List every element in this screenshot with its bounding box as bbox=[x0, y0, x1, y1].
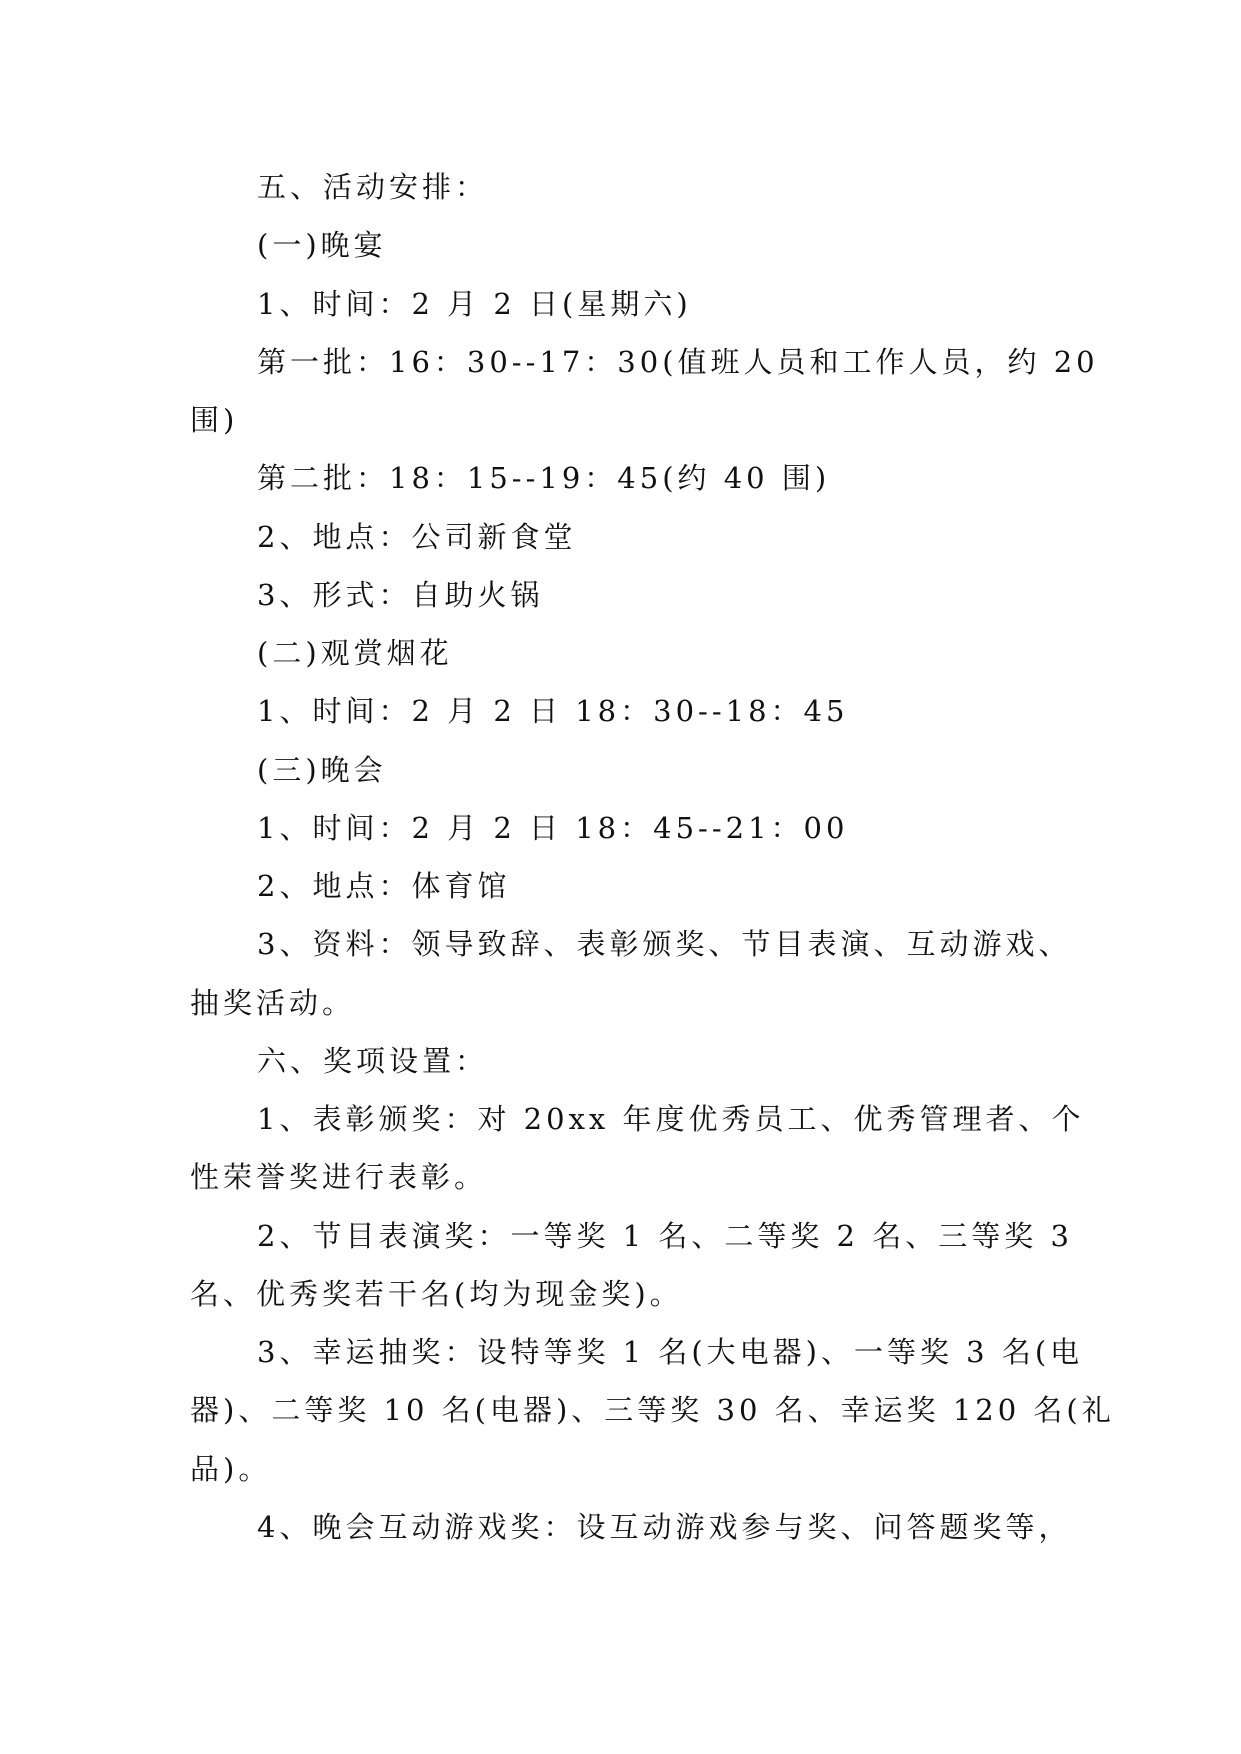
section-heading-line: 六、奖项设置： bbox=[257, 1043, 489, 1078]
paragraph-line: 1、时间：2 月 2 日 18：30--18：45 bbox=[257, 694, 849, 729]
paragraph bbox=[190, 508, 1054, 566]
paragraph bbox=[190, 449, 1054, 507]
paragraph-line: 1、表彰颁奖：对 20xx 年度优秀员工、优秀管理者、个 bbox=[257, 1102, 1085, 1136]
paragraph bbox=[190, 1498, 1072, 1556]
paragraph-line: 4、晚会互动游戏奖：设互动游戏参与奖、问答题奖等， bbox=[257, 1509, 1072, 1544]
paragraph-line: 围) bbox=[190, 403, 239, 437]
paragraph bbox=[190, 1323, 1115, 1498]
paragraph bbox=[190, 857, 1054, 915]
paragraph-line: 2、节目表演奖：一等奖 1 名、二等奖 2 名、三等奖 3 bbox=[257, 1218, 1073, 1253]
paragraph bbox=[190, 333, 1099, 450]
paragraph-line: 2、地点：公司新食堂 bbox=[257, 519, 577, 554]
paragraph bbox=[190, 915, 1072, 1032]
paragraph-line: 1、时间：2 月 2 日(星期六) bbox=[257, 286, 692, 321]
subsection-heading bbox=[190, 624, 1054, 682]
subsection-heading bbox=[190, 216, 1054, 274]
paragraph bbox=[190, 682, 1054, 740]
document-body bbox=[190, 158, 1115, 1556]
paragraph-line: 器)、二等奖 10 名(电器)、三等奖 30 名、幸运奖 120 名(礼 bbox=[190, 1393, 1115, 1428]
section-heading bbox=[190, 158, 1054, 216]
subsection-heading-line: (二)观赏烟花 bbox=[257, 636, 453, 670]
paragraph-line: 抽奖活动。 bbox=[190, 985, 356, 1020]
paragraph-line: 第二批：18：15--19：45(约 40 围) bbox=[257, 461, 831, 496]
paragraph bbox=[190, 1207, 1073, 1324]
paragraph-line: 3、资料：领导致辞、表彰颁奖、节目表演、互动游戏、 bbox=[257, 927, 1072, 962]
subsection-heading-line: (一)晚宴 bbox=[257, 228, 387, 263]
paragraph-line: 3、幸运抽奖：设特等奖 1 名(大电器)、一等奖 3 名(电 bbox=[257, 1335, 1084, 1369]
section-heading bbox=[190, 1032, 1054, 1090]
paragraph bbox=[190, 566, 1054, 624]
subsection-heading-line: (三)晚会 bbox=[257, 752, 387, 787]
paragraph bbox=[190, 275, 1054, 333]
paragraph-line: 1、时间：2 月 2 日 18：45--21：00 bbox=[257, 810, 849, 845]
paragraph-line: 性荣誉奖进行表彰。 bbox=[190, 1160, 488, 1195]
paragraph bbox=[190, 1090, 1085, 1207]
paragraph-line: 2、地点：体育馆 bbox=[257, 869, 511, 903]
paragraph bbox=[190, 799, 1054, 857]
paragraph-line: 品)。 bbox=[190, 1451, 272, 1486]
subsection-heading bbox=[190, 741, 1054, 799]
paragraph-line: 名、优秀奖若干名(均为现金奖)。 bbox=[190, 1276, 683, 1311]
paragraph-line: 3、形式：自助火锅 bbox=[257, 577, 544, 612]
section-heading-line: 五、活动安排： bbox=[257, 170, 489, 204]
paragraph-line: 第一批：16：30--17：30(值班人员和工作人员，约 20 bbox=[257, 344, 1099, 379]
